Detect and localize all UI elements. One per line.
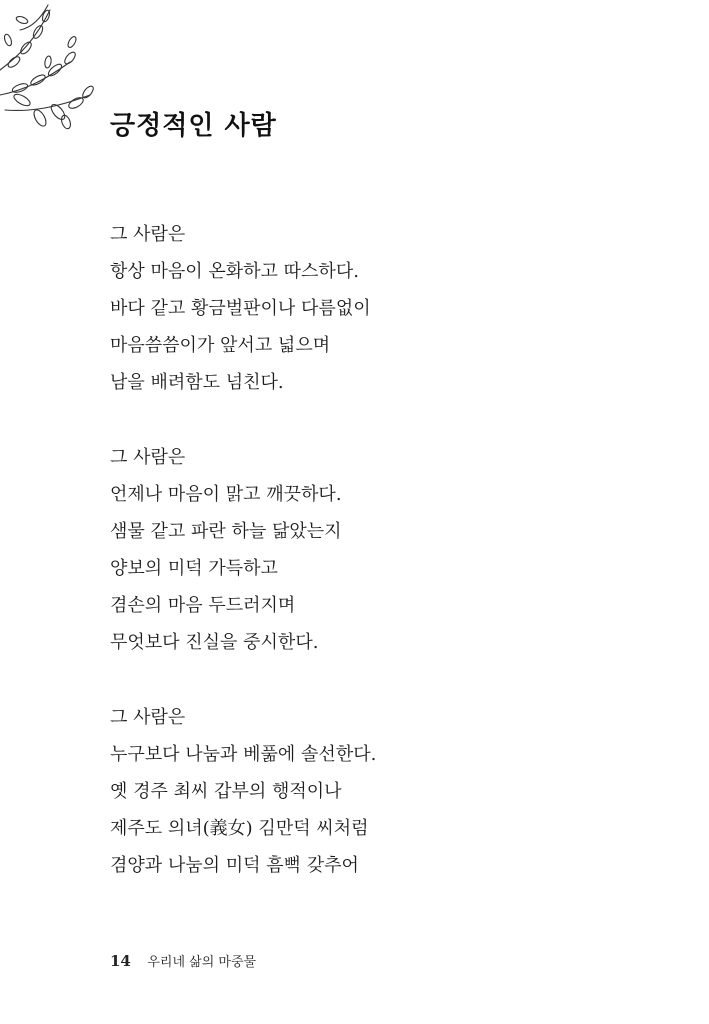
page-title: 긍정적인 사람 — [110, 111, 277, 141]
poem-line: 양보의 미덕 가득하고 — [110, 558, 278, 579]
poem-line: 그 사람은 — [110, 447, 186, 468]
poem-line: 그 사람은 — [110, 224, 186, 245]
poem-line: 바다 같고 황금벌판이나 다름없이 — [110, 298, 371, 319]
poem-line: 겸손의 마음 두드러지며 — [110, 595, 296, 616]
poem-line: 제주도 의녀(義女) 김만덕 씨처럼 — [110, 818, 369, 839]
poem-line: 겸양과 나눔의 미덕 흠뻑 갖추어 — [110, 855, 359, 876]
poem-line: 옛 경주 최씨 갑부의 행적이나 — [110, 781, 342, 802]
running-book-title: 우리네 삶의 마중물 — [147, 955, 257, 970]
poem-line: 누구보다 나눔과 베풂에 솔선한다. — [110, 744, 377, 765]
poem-body — [110, 216, 670, 922]
page-number: 14 — [110, 952, 131, 970]
poem-line: 항상 마음이 온화하고 따스하다. — [110, 261, 359, 282]
stanza-3 — [110, 699, 670, 884]
page-footer — [110, 950, 256, 974]
stanza-2 — [110, 439, 670, 661]
stanza-1 — [110, 216, 670, 401]
poem-line: 남을 배려함도 넘친다. — [110, 372, 284, 393]
leafy-branch-icon — [0, 0, 100, 135]
poem-line: 마음씀씀이가 앞서고 넓으며 — [110, 335, 331, 356]
poem-line: 그 사람은 — [110, 707, 186, 728]
poem-line: 언제나 마음이 맑고 깨끗하다. — [110, 484, 342, 505]
poem-line: 샘물 같고 파란 하늘 닮았는지 — [110, 521, 342, 542]
poem-line: 무엇보다 진실을 중시한다. — [110, 632, 319, 653]
